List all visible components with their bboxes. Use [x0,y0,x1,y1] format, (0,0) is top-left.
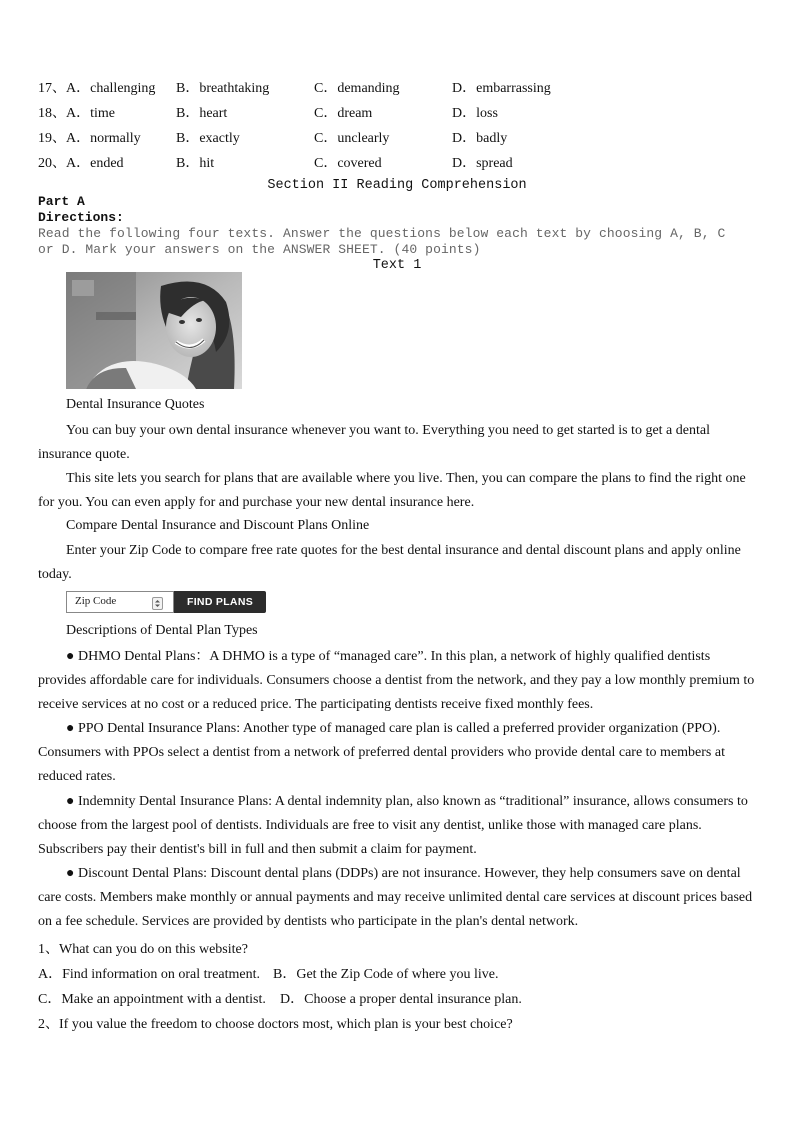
option-c: C．dream [314,106,373,121]
option-c: C．demanding [314,81,400,96]
dental-patient-photo [66,272,242,389]
bullet-dhmo [38,645,758,717]
bullet-indemnity [38,790,758,862]
question-1-stem: 1、What can you do on this website? [38,942,248,957]
bullet-indemnity-text: ● Indemnity Dental Insurance Plans: A dental indemnity plan, also known as “traditional” insurance, allows consumers to choose from the largest pool of dentists. Individuals are free to visit any dentist, unlike those with managed care plans. Subscribers pay their dentist's bill in full and then submit a claim for payment. [38,794,748,857]
zip-code-placeholder: Zip Code [75,595,117,607]
option-b: B．exactly [176,131,240,146]
directions-text: Read the following four texts. Answer the questions below each text by choosing A, B, C or D. Mark your answers on the ANSWER SHEET. (40 points) [38,226,726,257]
option-b: B．heart [176,106,228,121]
plan-types-heading: Descriptions of Dental Plan Types [66,623,258,638]
text-label: Text 1 [372,258,422,273]
option-b: B．breathtaking [176,81,270,96]
option-a: 20、A．ended [38,156,124,171]
find-plans-button[interactable]: FIND PLANS [174,591,266,613]
zip-code-input[interactable] [66,591,174,613]
bullet-ppo-text: ● PPO Dental Insurance Plans: Another type of managed care plan is called a preferred provider organization (PPO). Consumers with PPOs select a dentist from a network of preferred dental providers who provide dental care to members at reduced rates. [38,721,725,784]
option-c: C．covered [314,156,382,171]
option-c: C．unclearly [314,131,390,146]
bullet-discount [38,862,758,934]
question-1-option-d: D．Choose a proper dental insurance plan. [280,992,522,1007]
ad-paragraph-1-text: You can buy your own dental insurance whenever you want to. Everything you need to get started is to get a dental insurance quote. [38,423,710,462]
compare-heading: Compare Dental Insurance and Discount Plans Online [66,518,370,533]
option-d: D．loss [452,106,498,121]
bullet-discount-text: ● Discount Dental Plans: Discount dental plans (DDPs) are not insurance. However, they help consumers save on dental care costs. Members make monthly or annual payments and may receive unlimited dental care services at discount prices based on a fee schedule. Services are provided by dentists who participate in the plan's dental network. [38,866,753,929]
bullet-ppo [38,717,758,789]
ad-paragraph-3-text: Enter your Zip Code to compare free rate quotes for the best dental insurance and dental discount plans and apply online today. [38,543,741,582]
ad-paragraph-2 [38,467,758,515]
option-a: 17、A．challenging [38,81,156,96]
option-d: D．spread [452,156,513,171]
ad-heading: Dental Insurance Quotes [66,397,205,412]
option-d: D．embarrassing [452,81,551,96]
option-d: D．badly [452,131,508,146]
option-a: 19、A．normally [38,131,141,146]
ad-paragraph-1 [38,419,758,467]
section-title: Section II Reading Comprehension [267,178,527,193]
directions-label: Directions: [38,210,124,225]
part-label: Part A [38,194,85,209]
option-b: B．hit [176,156,215,171]
question-1-option-b: B．Get the Zip Code of where you live. [273,967,499,982]
ad-paragraph-2-text: This site lets you search for plans that are available where you live. Then, you can compare the plans to find the right one for you. You can even apply for and purchase your new dental insurance here. [38,471,746,510]
ad-paragraph-3 [38,539,758,587]
question-1-option-a: A．Find information on oral treatment. [38,967,261,982]
question-2-stem: 2、If you value the freedom to choose doctors most, which plan is your best choice? [38,1017,513,1032]
question-1-option-c: C．Make an appointment with a dentist. [38,992,266,1007]
option-a: 18、A．time [38,106,115,121]
bullet-dhmo-text: ● DHMO Dental Plans：A DHMO is a type of “managed care”. In this plan, a network of highly qualified dentists provides affordable care for individuals. Consumers choose a dentist from the network, and they pay a low monthly premium to receive services at no cost or a reduced price. The participating dentists receive fixed monthly fees. [38,649,755,712]
spinner-icon[interactable] [152,597,163,610]
